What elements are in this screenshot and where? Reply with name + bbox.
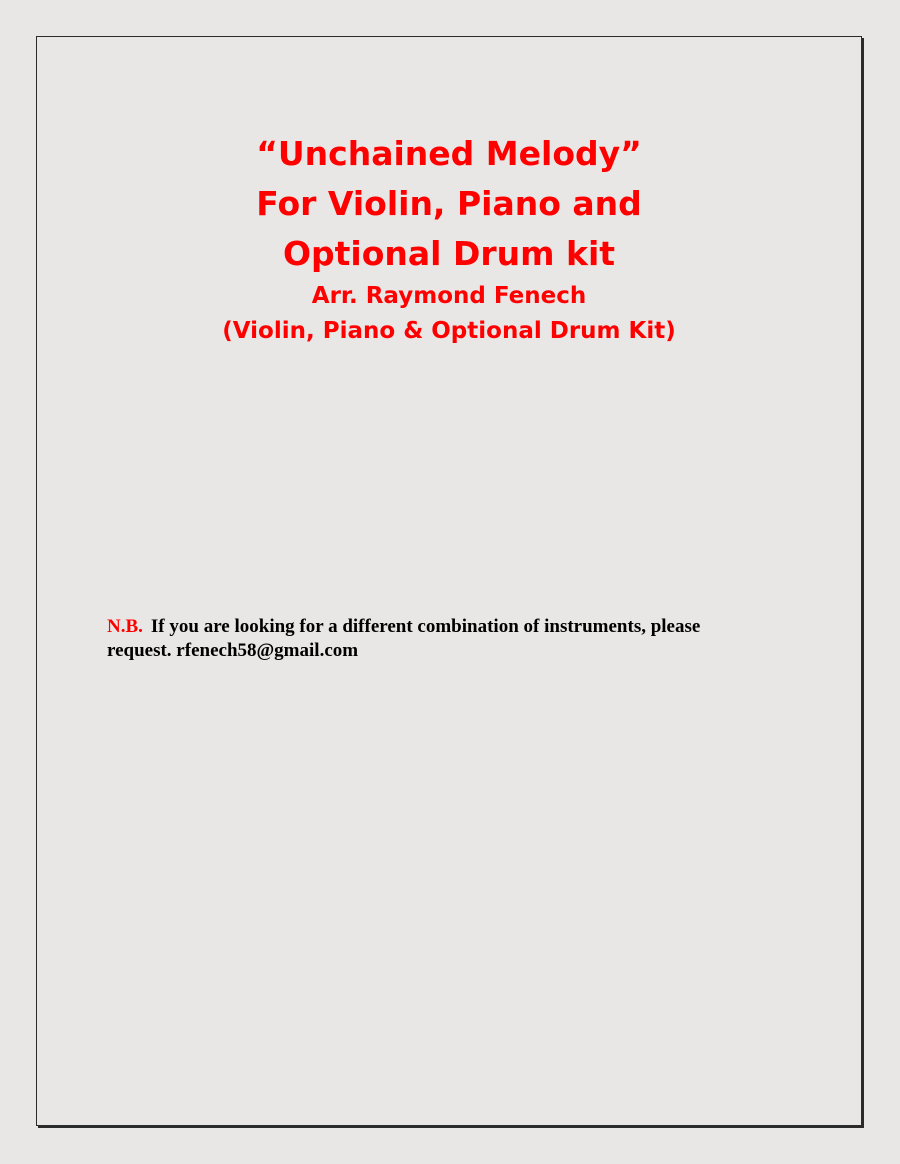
instrumentation-note: (Violin, Piano & Optional Drum Kit) (222, 318, 676, 344)
document-page (36, 36, 862, 1126)
title-block (37, 129, 861, 349)
note-text: If you are looking for a different combination of instruments, please (150, 616, 701, 637)
request-note (107, 615, 807, 663)
nb-label: N.B. (107, 616, 143, 637)
note-line-2: request. rfenech58@gmail.com (107, 640, 359, 661)
title-instruments-line: For Violin, Piano and (256, 184, 642, 223)
note-line-1 (107, 615, 807, 639)
song-title: “Unchained Melody” (256, 134, 642, 173)
arranger-credit: Arr. Raymond Fenech (311, 283, 587, 309)
title-drum-line: Optional Drum kit (282, 234, 616, 273)
